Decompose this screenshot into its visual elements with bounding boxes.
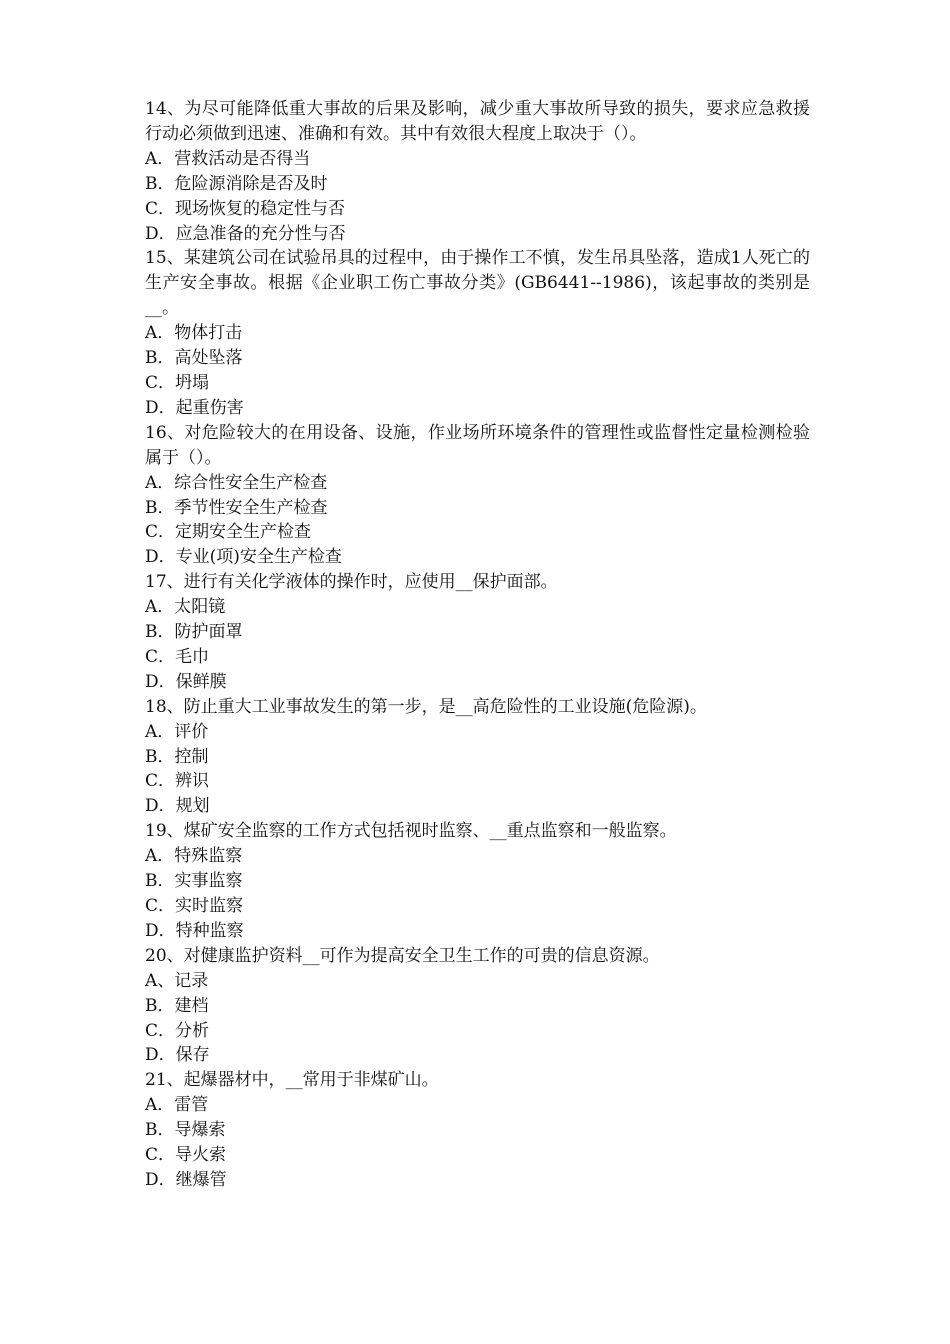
question-19 — [145, 819, 810, 944]
option-a: A．物体打击 — [145, 323, 243, 344]
option-a: A．评价 — [145, 721, 209, 742]
option-c: C．毛巾 — [145, 646, 210, 667]
option-c: C．坍塌 — [145, 372, 210, 393]
option-c: C．分析 — [145, 1020, 210, 1041]
option-c: C．辨识 — [145, 771, 210, 792]
option-b: B．防护面罩 — [145, 622, 243, 643]
question-15 — [145, 246, 810, 420]
option-d: D．起重伤害 — [145, 397, 244, 418]
question-stem: 17、进行有关化学液体的操作时，应使用__保护面部。 — [145, 572, 558, 593]
option-b: B．控制 — [145, 746, 209, 767]
option-b: B．建档 — [145, 995, 209, 1016]
option-d: D．专业(项)安全生产检查 — [145, 547, 342, 568]
option-b: B．危险源消除是否及时 — [145, 173, 328, 194]
option-d: D．规划 — [145, 796, 210, 817]
question-stem: 14、为尽可能降低重大事故的后果及影响，减少重大事故所导致的损失，要求应急救援行动必须做到迅速、准确和有效。其中有效很大程度上取决于（）。 — [145, 99, 810, 144]
option-b: B．导爆索 — [145, 1120, 226, 1141]
question-stem: 18、防止重大工业事故发生的第一步，是__高危险性的工业设施(危险源)。 — [145, 696, 707, 717]
option-b: B．季节性安全生产检查 — [145, 497, 328, 518]
question-20 — [145, 944, 810, 1069]
option-b: B．实事监察 — [145, 871, 243, 892]
option-d: D．特种监察 — [145, 920, 244, 941]
question-14 — [145, 97, 810, 246]
document-page — [145, 97, 810, 1193]
question-18 — [145, 695, 810, 820]
option-c: C．导火索 — [145, 1145, 227, 1166]
question-stem: 20、对健康监护资料__可作为提高安全卫生工作的可贵的信息资源。 — [145, 945, 660, 966]
question-stem: 15、某建筑公司在试验吊具的过程中，由于操作工不慎，发生吊具坠落，造成1人死亡的生产安全事故。根据《企业职工伤亡事故分类》(GB6441--1986)，该起事故的类别是__。 — [145, 248, 810, 319]
option-c: C．定期安全生产检查 — [145, 522, 312, 543]
question-stem: 16、对危险较大的在用设备、设施，作业场所环境条件的管理性或监督性定量检测检验属于（）。 — [145, 422, 810, 468]
question-stem: 19、煤矿安全监察的工作方式包括视时监察、__重点监察和一般监察。 — [145, 821, 677, 842]
option-c: C．实时监察 — [145, 896, 244, 916]
option-d: D．继爆管 — [145, 1169, 227, 1190]
question-stem: 21、起爆器材中，__常用于非煤矿山。 — [145, 1070, 439, 1091]
option-a: A、记录 — [145, 970, 209, 991]
option-a: A．雷管 — [145, 1095, 209, 1116]
question-16 — [145, 421, 810, 570]
option-c: C．现场恢复的稳定性与否 — [145, 198, 346, 219]
option-a: A．营救活动是否得当 — [145, 148, 311, 169]
question-17 — [145, 570, 810, 695]
option-d: D．应急准备的充分性与否 — [145, 223, 346, 244]
option-a: A．综合性安全生产检查 — [145, 472, 328, 493]
option-a: A．特殊监察 — [145, 846, 243, 867]
option-d: D．保存 — [145, 1045, 210, 1066]
option-a: A．太阳镜 — [145, 597, 226, 618]
question-21 — [145, 1068, 810, 1193]
option-d: D．保鲜膜 — [145, 671, 227, 692]
option-b: B．高处坠落 — [145, 348, 243, 369]
